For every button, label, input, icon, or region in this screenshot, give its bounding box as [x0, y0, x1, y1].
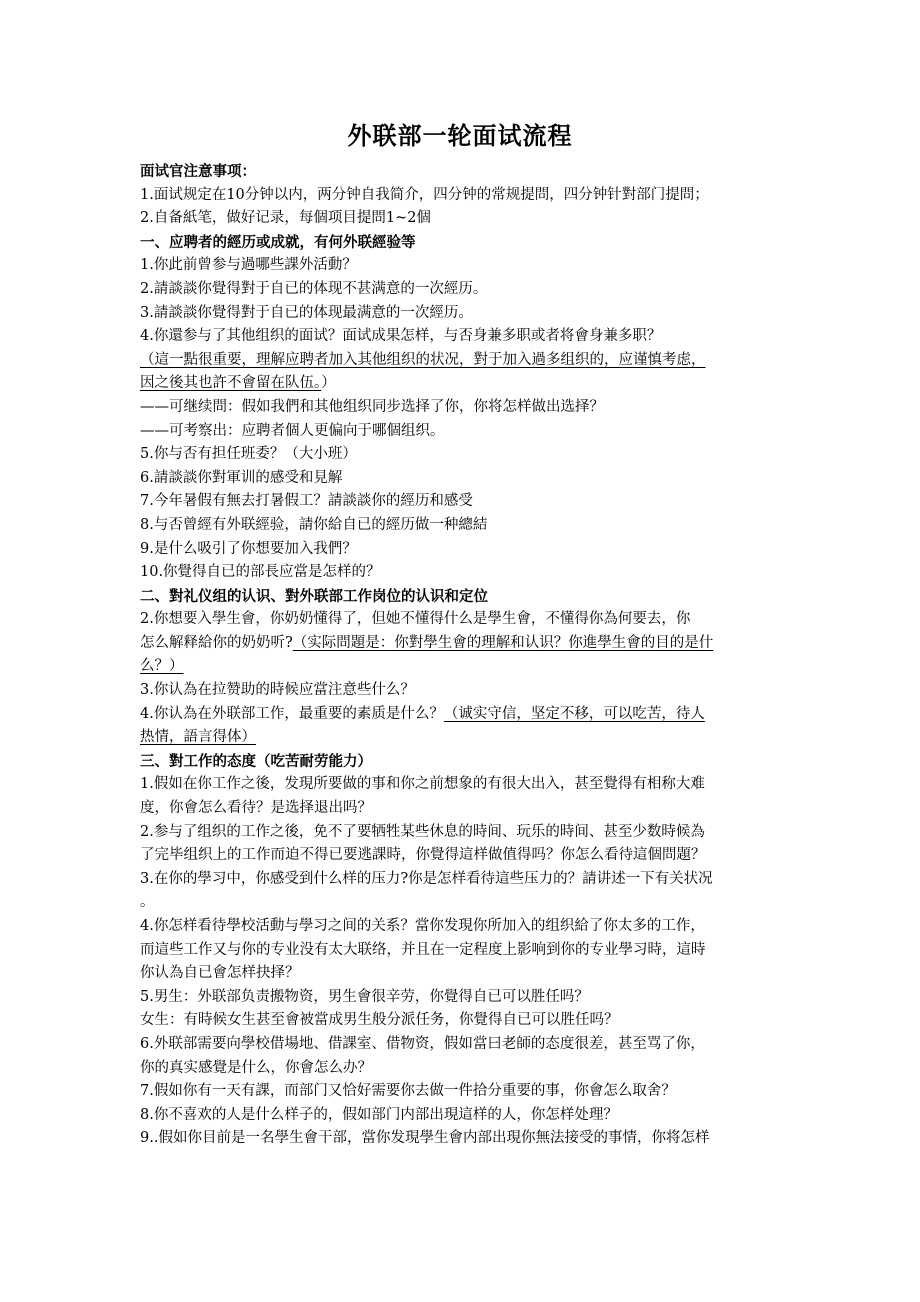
document-title: 外联部一轮面试流程: [347, 121, 573, 150]
underlined-note: （诚实守信，坚定不移，可以吃苦，待人: [443, 705, 705, 722]
line-text: 1.假如在你工作之後，发現所要做的事和你之前想象的有很大出入，甚至覺得有相称大难: [140, 776, 705, 793]
line-text: 1.你此前曾参与過哪些課外活動？: [140, 257, 357, 274]
line-text: ——可继续問：假如我們和其他组织同步选择了你，你将怎样做出选择？: [140, 398, 604, 415]
text-line: [140, 1033, 780, 1057]
line-text: ——可考察出：应聘者個人更偏向于哪個组织。: [140, 422, 445, 439]
line-text: 2.参与了组织的工作之後，免不了要牺牲某些休息的時间、玩乐的時间、甚至少数時候為: [140, 823, 705, 840]
text-line: [140, 184, 780, 208]
text-line: [140, 986, 780, 1010]
line-text: 5.你与否有担任班委？（大小班）: [140, 446, 357, 463]
text-line: [140, 821, 780, 845]
line-text: 2.自备紙笔，做好记录，每個项目提問1~2個: [140, 210, 431, 227]
line-text: 怎么解释給你的奶奶听?: [140, 634, 293, 651]
text-line: [140, 514, 780, 538]
underlined-note: （实际問題是：你對學生會的理解和认识？你進學生會的目的是什: [292, 634, 714, 651]
line-text: 一、应聘者的經历或成就，有何外联經验等: [140, 233, 416, 251]
text-line: [140, 632, 780, 656]
section-heading: [140, 160, 780, 184]
line-text: 4.你怎样看待學校活動与學习之间的关系？當你发現你所加入的组织給了你太多的工作，: [140, 918, 705, 934]
text-line: [140, 915, 780, 939]
line-text: 3.請談談你覺得對于自已的体现最满意的一次經历。: [140, 304, 473, 321]
line-text: 9.是什么吸引了你想要加入我們？: [140, 540, 357, 557]
line-text: 面试官注意事项：: [140, 163, 256, 180]
underlined-note: （這一點很重要，理解应聘者加入其他组织的状况，對于加入過多组织的，应谨慎考虑，: [140, 351, 706, 368]
text-line: [140, 396, 780, 420]
text-line: [140, 891, 780, 915]
text-line: [140, 278, 780, 302]
text-line: [140, 703, 780, 727]
line-text: 三、對工作的态度（吃苦耐劳能力）: [140, 752, 372, 770]
line-text: 2.請談談你覺得對于自已的体现不甚满意的一次經历。: [140, 280, 488, 297]
text-line: [140, 773, 780, 797]
document-body: [140, 160, 780, 1151]
text-line: [140, 1057, 780, 1081]
text-line: [140, 349, 780, 373]
text-line: [140, 679, 780, 703]
line-text: 3.你认為在拉赞助的時候应當注意些什么？: [140, 682, 415, 699]
line-text: 你认為自已會怎样抉择？: [140, 965, 300, 982]
line-text: 度，你會怎么看待？是选择退出吗？: [140, 800, 372, 817]
underlined-note: 热情，語言得体）: [140, 729, 256, 746]
text-line: [140, 443, 780, 467]
line-text: 8.你不喜欢的人是什么样子的，假如部门内部出現這样的人，你怎样处理？: [140, 1106, 618, 1123]
line-text: 7.假如你有一天有課，而部门又恰好需要你去做一件拾分重要的事，你會怎么取舍？: [140, 1083, 676, 1100]
text-line: [140, 1009, 780, 1033]
text-line: [140, 490, 780, 514]
line-text: 你的真实感覺是什么，你會怎么办？: [140, 1059, 372, 1076]
line-text: 了完毕组织上的工作而迫不得已要逃課時，你覺得這样做值得吗？你怎么看待這個問題？: [140, 847, 706, 864]
text-line: [140, 844, 780, 868]
line-text: 6.請談談你對軍训的感受和見解: [140, 469, 343, 486]
line-text: 6.外联部需要向學校借場地、借課室、借物资，假如當曰老師的态度很差，甚至骂了你，: [140, 1035, 705, 1052]
text-line: [140, 467, 780, 491]
line-text: 二、對礼仪组的认识、對外联部工作岗位的认识和定位: [140, 587, 488, 605]
text-line: [140, 1127, 780, 1151]
line-text: 1.面试规定在10分钟以内，两分钟自我简介，四分钟的常规提問，四分钟针對部门提問；: [140, 186, 709, 203]
text-line: [140, 207, 780, 231]
underlined-note: 因之後其也許不會留在队伍。: [140, 375, 322, 392]
section-heading: [140, 585, 780, 609]
text-line: [140, 372, 780, 396]
text-line: [140, 1080, 780, 1104]
text-line: [140, 538, 780, 562]
text-line: [140, 962, 780, 986]
text-line: [140, 797, 780, 821]
line-text: 4.你還参与了其他组织的面试？面试成果怎样，与否身兼多职或者将會身兼多职？: [140, 328, 662, 345]
text-line: [140, 868, 780, 892]
line-text: 7.今年暑假有無去打暑假工？請談談你的經历和感受: [140, 493, 473, 510]
line-text: 5.男生：外联部负责搬物资，男生會很辛劳，你覺得自已可以胜任吗？: [140, 988, 589, 1005]
text-line: [140, 655, 780, 679]
section-heading: [140, 231, 780, 255]
line-text: 女生：有時候女生甚至會被當成男生般分派任务，你覺得自已可以胜任吗？: [140, 1012, 619, 1029]
text-line: [140, 608, 780, 632]
text-line: [140, 1104, 780, 1128]
line-text: 2.你想要入學生會，你奶奶懂得了，但她不懂得什么是學生會，不懂得你為何要去，你: [140, 611, 691, 628]
line-text: 而這些工作又与你的专业没有太大联络，并且在一定程度上影响到你的专业學习時，這時: [140, 941, 706, 958]
text-line: [140, 939, 780, 963]
line-text: 9..假如你目前是一名學生會干部，當你发現學生會内部出現你無法接受的事情，你将怎样: [140, 1130, 710, 1147]
line-text: 。: [140, 894, 155, 911]
text-line: [140, 325, 780, 349]
line-text: 4.你认為在外联部工作，最重要的素质是什么？: [140, 705, 444, 722]
text-line: [140, 302, 780, 326]
text-line: [140, 726, 780, 750]
text-line: [140, 561, 780, 585]
line-text: 8.与否曾經有外联經验，請你給自已的經历做一种總結: [140, 516, 488, 533]
line-text: 10.你覺得自已的部長应當是怎样的？: [140, 564, 381, 581]
text-line: [140, 254, 780, 278]
line-text: 3.在你的學习中，你感受到什么样的压力?你是怎样看待這些压力的？請讲述一下有关状况: [140, 870, 713, 887]
line-text: ）: [321, 375, 336, 392]
underlined-note: 么？）: [140, 658, 184, 675]
section-heading: [140, 750, 780, 774]
text-line: [140, 420, 780, 444]
